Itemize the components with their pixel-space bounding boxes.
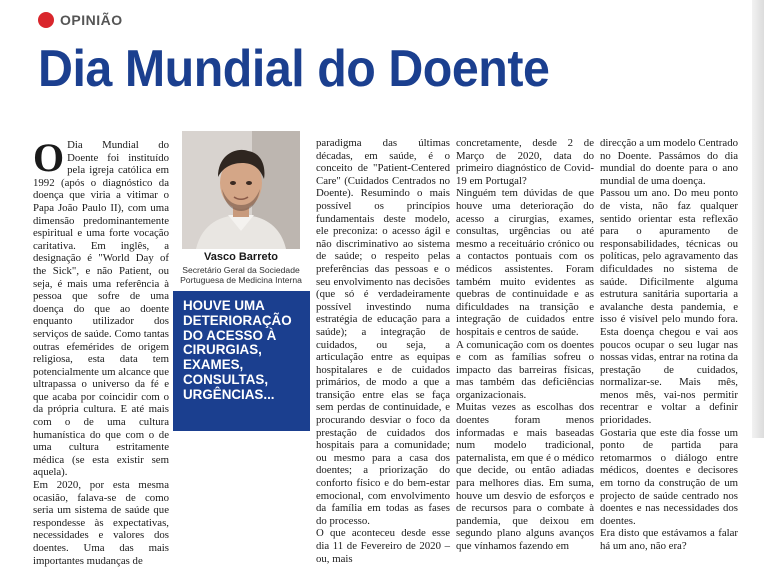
pull-quote-box	[173, 291, 310, 431]
author-photo	[182, 131, 300, 249]
article-col5-paragraph-4: Era disto que estávamos a falar há um ano, não era?	[600, 527, 738, 552]
section-label: OPINIÃO	[60, 12, 123, 28]
article-column-1	[33, 135, 169, 567]
article-col5-paragraph-1: direcção a um modelo Centrado no Doente. Passámos do dia mundial do doente para o ano mundial de uma doença.	[600, 137, 738, 187]
article-col1-lead: Dia Mundial do Doente foi instituído pela igreja católica em 1992 (após o diagnóstico da doença que viria a vitimar o Papa João Paulo II), com uma dimensão predominantemente espiritual e uma forte vocação caritativa. Em inglês, a designação é "World Day of the Sick", e não Patient, ou seja, é mais uma referência à pessoa que sofre de uma doença do que ao doente enquanto utilizador dos serviços de saúde. Como tantas outras efemérides de origem religiosa, esta data tem potencialmente um alcance que ultrapassa o universo da fé e que acaba por coincidir com o da própria cultura. E até mais com o de uma cultura humanística do que com o de uma cultura estritamente médica (se esta existir sem aquela).	[33, 139, 169, 479]
article-col1-paragraph-2: Em 2020, por esta mesma ocasião, falava-se de como seria um sistema de saúde que respondesse às expectativas, necessidades e valores dos doentes. Uma das mais importantes mudanças de	[33, 479, 169, 567]
page-edge	[752, 0, 764, 438]
article-col4-paragraph-3: A comunicação com os doentes e com as famílias sofreu o impacto das barreiras físicas, mas também das deficiências organizacionais.	[456, 338, 594, 401]
headline: Dia Mundial do Doente	[38, 40, 550, 98]
article-column-4	[456, 137, 594, 552]
section-tag	[38, 10, 123, 30]
article-column-3	[316, 137, 450, 565]
author-portrait-icon	[182, 131, 300, 249]
pull-quote-text: HOUVE UMA DETERIORAÇÃO DO ACESSO À CIRURGIAS, EXAMES, CONSULTAS, URGÊNCIAS...	[183, 298, 292, 402]
author-role: Secretário Geral da Sociedade Portuguesa de Medicina Interna	[180, 265, 302, 285]
article-col3-paragraph-2: O que aconteceu desde esse dia 11 de Fevereiro de 2020 – ou, mais	[316, 527, 450, 565]
article-col5-paragraph-2: Passou um ano. Do meu ponto de vista, não faz qualquer sentido orientar esta reflexão para o apuramento de responsabilidades, técnicas ou políticas, pelo agravamento das dificuldades no sistema de saúde. Dificilmente alguma estrutura sanitária suportaria a avalanche desta pandemia, e isso é visível pelo mundo fora. Esta doença chegou e vai aos poucos ocupar o seu lugar nas nossas vidas, entrar na rotina da prestação de cuidados, normalizar-se. Mais mês, menos mês, vai-nos permitir recentrar e voltar a definir prioridades.	[600, 187, 738, 427]
author-name: Vasco Barreto	[204, 251, 278, 263]
article-column-5	[600, 137, 738, 552]
article-col4-paragraph-2: Ninguém tem dúvidas de que houve uma deterioração do acesso a cirurgias, exames, consultas, urgências ou até mesmo a receituário crónico ou a contactos pontuais com os médicos assistentes. Foram também muito evidentes as quebras de continuidade e as dificuldades na transição e integração de cuidados entre hospitais e centros de saúde.	[456, 187, 594, 338]
article-col3-paragraph-1: paradigma das últimas décadas, em saúde, é o conceito de "Patient-Centered Care" (Cuidados Centrados no Doente). Resumindo o mais possível os princípios fundamentais deste modelo, ele preconiza: o acesso ágil e não discriminativo ao sistema de saúde; o respeito pelas preferências das pessoas e o seu envolvimento nas decisões (que só é verdadeiramente possível investindo numa estratégia de educação para a saúde); a integração de cuidados, ou seja, a articulação entre as equipas hospitalares e de cuidados primários, de modo a que a transição entre elas se faça sem perdas de continuidade, e procurando desviar o foco da prestação de cuidados dos hospitais para a comunidade; ou mesmo para a casa dos doentes; a priorização do conforto físico e do bem-estar emocional, com envolvimento da família em todas as fases do processo.	[316, 137, 450, 527]
article-col5-paragraph-3: Gostaria que este dia fosse um ponto de partida para retomarmos o diálogo entre médicos, doentes e decisores em torno da construção de um projecto de saúde centrado nos doentes e nas necessidades dos doentes.	[600, 426, 738, 527]
article-col4-paragraph-4: Muitas vezes as escolhas dos doentes foram menos informadas e mais baseadas num modelo tradicional, paternalista, em que é o médico que decide, ou então adiadas para melhores dias. Em suma, houve um desvio de esforços e de recursos para o combate à pandemia, que deixou em segundo plano alguns avanços que vínhamos fazendo em	[456, 401, 594, 552]
article-col4-paragraph-1: concretamente, desde 2 de Março de 2020, data do primeiro diagnóstico de Covid-19 em Portugal?	[456, 137, 594, 187]
dropcap: O	[33, 135, 65, 180]
section-dot-icon	[38, 12, 54, 28]
